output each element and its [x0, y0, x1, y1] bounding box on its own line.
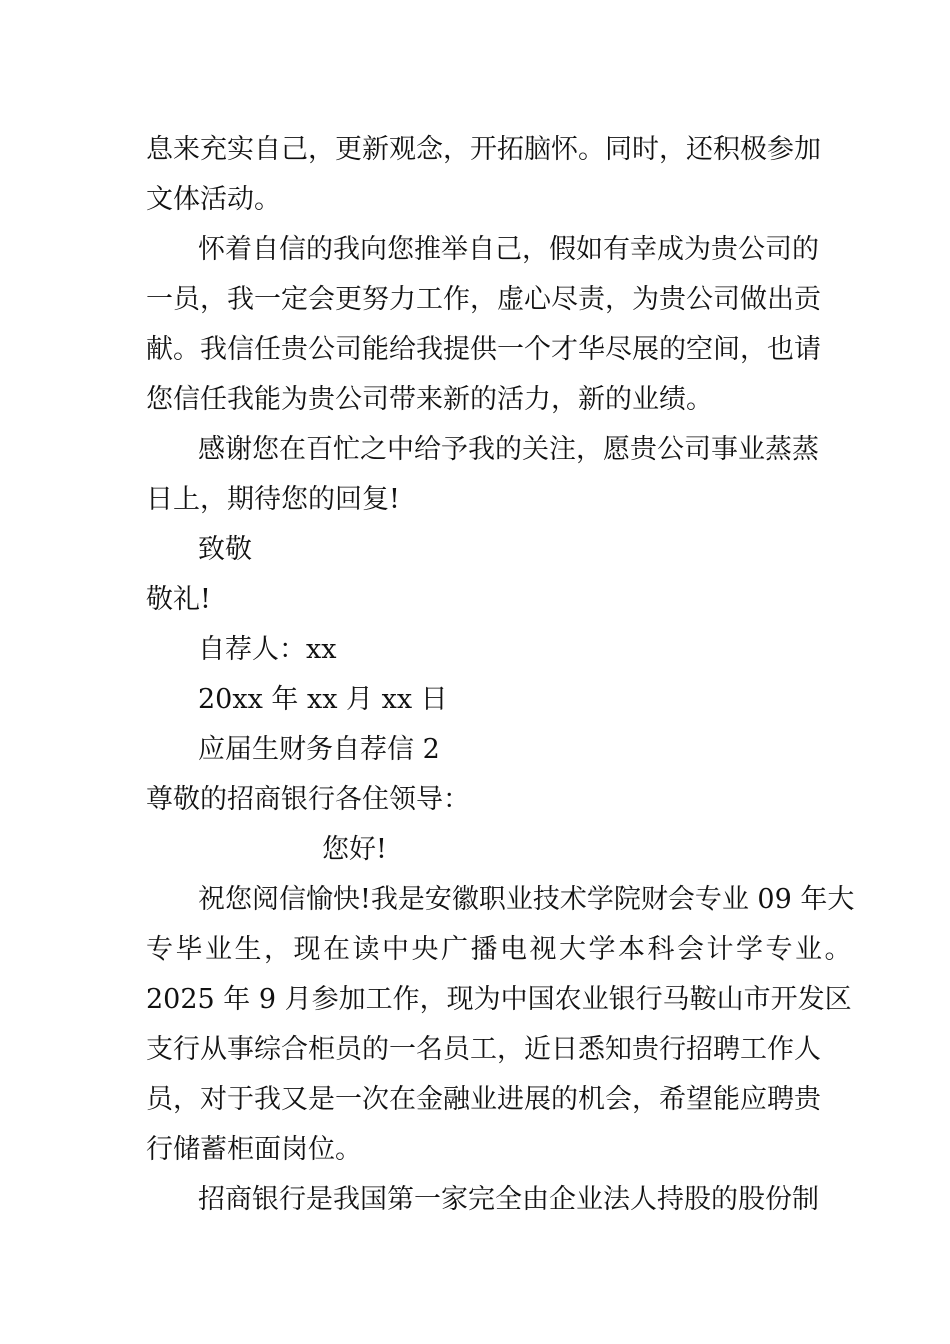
text-line: 员，对于我又是一次在金融业进展的机会，希望能应聘贵	[146, 1084, 821, 1115]
closing-salutation: 致敬	[198, 534, 252, 565]
text-line: 献。我信任贵公司能给我提供一个才华尽展的空间，也请	[146, 334, 821, 365]
paragraph-start-line: 感谢您在百忙之中给予我的关注，愿贵公司事业蒸蒸	[198, 434, 819, 465]
paragraph-start-line: 祝您阅信愉快!我是安徽职业技术学院财会专业 09 年大	[198, 884, 855, 915]
text-line: 日上，期待您的回复!	[146, 484, 400, 515]
text-line: 一员，我一定会更努力工作，虚心尽责，为贵公司做出贡	[146, 284, 821, 315]
text-line: 支行从事综合柜员的一名员工，近日悉知贵行招聘工作人	[146, 1034, 821, 1065]
paragraph-start-line: 招商银行是我国第一家完全由企业法人持股的股份制	[198, 1184, 819, 1215]
closing-salutation-2: 敬礼!	[146, 584, 211, 615]
text-line: 文体活动。	[146, 184, 281, 215]
greeting-line: 尊敬的招商银行各住领导：	[146, 784, 470, 815]
text-line: 行储蓄柜面岗位。	[146, 1134, 362, 1165]
date-line: 20xx 年 xx 月 xx 日	[198, 684, 448, 715]
greeting-hello: 您好!	[322, 834, 387, 865]
text-line: 专毕业生，现在读中央广播电视大学本科会计学专业。	[146, 934, 854, 965]
text-line: 您信任我能为贵公司带来新的活力，新的业绩。	[146, 384, 713, 415]
signature-line: 自荐人：xx	[198, 634, 337, 665]
text-line: 2025 年 9 月参加工作，现为中国农业银行马鞍山市开发区	[146, 984, 852, 1015]
section-title: 应届生财务自荐信 2	[198, 734, 440, 765]
paragraph-start-line: 怀着自信的我向您推举自己，假如有幸成为贵公司的	[198, 234, 819, 265]
text-line: 息来充实自己，更新观念，开拓脑怀。同时，还积极参加	[146, 134, 821, 165]
